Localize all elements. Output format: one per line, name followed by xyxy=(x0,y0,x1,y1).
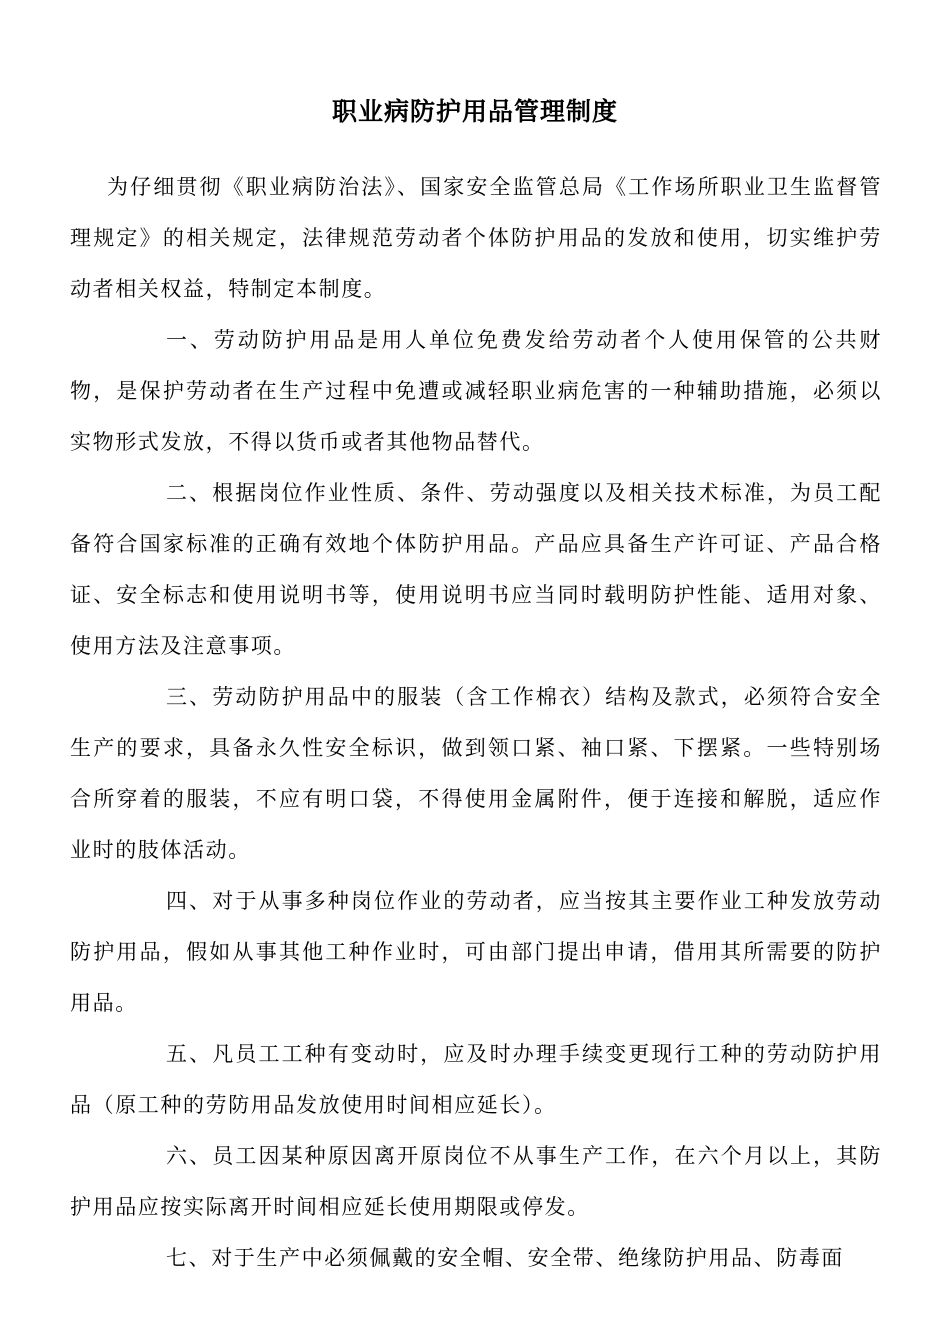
clause-7-paragraph: 七、对于生产中必须佩戴的安全帽、安全带、绝缘防护用品、防毒面 xyxy=(166,1246,844,1270)
document-body xyxy=(70,162,882,1284)
clause-3-paragraph: 三、劳动防护用品中的服装（含工作棉衣）结构及款式，必须符合安全生产的要求，具备永久性安全标识，做到领口紧、袖口紧、下摆紧。一些特别场合所穿着的服装，不应有明口袋，不得使用金属附件，便于连接和解脱，适应作业时的肢体活动。 xyxy=(70,685,882,862)
clause-6-paragraph: 六、员工因某种原因离开原岗位不从事生产工作，在六个月以上，其防护用品应按实际离开时间相应延长使用期限或停发。 xyxy=(70,1144,882,1219)
intro-paragraph: 为仔细贯彻《职业病防治法》、国家安全监管总局《工作场所职业卫生监督管理规定》的相关规定，法律规范劳动者个体防护用品的发放和使用，切实维护劳动者相关权益，特制定本制度。 xyxy=(70,175,882,301)
document-title: 职业病防护用品管理制度 xyxy=(331,97,618,126)
clause-2-paragraph: 二、根据岗位作业性质、条件、劳动强度以及相关技术标准，为员工配备符合国家标准的正确有效地个体防护用品。产品应具备生产许可证、产品合格证、安全标志和使用说明书等，使用说明书应当同时载明防护性能、适用对象、使用方法及注意事项。 xyxy=(70,481,882,658)
clause-4-paragraph: 四、对于从事多种岗位作业的劳动者，应当按其主要作业工种发放劳动防护用品，假如从事其他工种作业时，可由部门提出申请，借用其所需要的防护用品。 xyxy=(70,889,882,1015)
clause-5-paragraph: 五、凡员工工种有变动时，应及时办理手续变更现行工种的劳动防护用品（原工种的劳防用品发放使用时间相应延长）。 xyxy=(70,1042,882,1117)
clause-1-paragraph: 一、劳动防护用品是用人单位免费发给劳动者个人使用保管的公共财物，是保护劳动者在生产过程中免遭或减轻职业病危害的一种辅助措施，必须以实物形式发放，不得以货币或者其他物品替代。 xyxy=(70,328,882,454)
